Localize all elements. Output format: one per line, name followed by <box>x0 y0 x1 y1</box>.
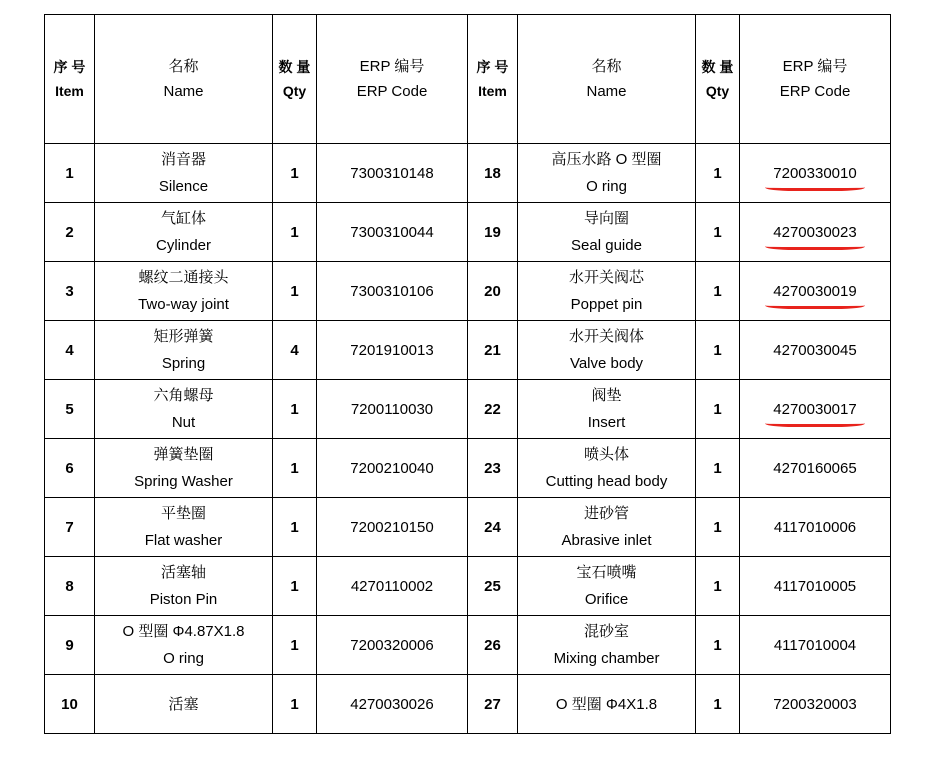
table-row <box>45 262 891 321</box>
cell-qty: 1 <box>696 144 740 203</box>
erp-code-text: 7300310106 <box>350 282 434 300</box>
header-item-left <box>45 15 95 144</box>
cell-name-en: Flat washer <box>144 532 223 549</box>
parts-table <box>44 14 891 734</box>
cell-item: 22 <box>468 380 518 439</box>
cell-erp-code <box>740 144 891 203</box>
cell-qty: 1 <box>696 675 740 734</box>
cell-name-en: Cutting head body <box>545 473 668 490</box>
erp-code-text: 7300310148 <box>350 164 434 182</box>
header-item-right <box>468 15 518 144</box>
cell-item: 1 <box>45 144 95 203</box>
header-qty-right <box>696 15 740 144</box>
header-erp-left-en: ERP Code <box>356 83 428 100</box>
cell-name-en: Silence <box>158 178 209 195</box>
cell-name-en: O ring <box>163 650 204 667</box>
cell-name-zh: 气缸体 <box>160 210 206 227</box>
header-erp-right-zh: ERP 编号 <box>782 58 848 75</box>
erp-code-text: 4270160065 <box>773 459 857 477</box>
cell-name-en: Cylinder <box>155 237 212 254</box>
cell-qty: 1 <box>273 498 317 557</box>
cell-item: 7 <box>45 498 95 557</box>
cell-erp-code <box>317 616 468 675</box>
cell-erp-code <box>740 616 891 675</box>
cell-name <box>95 144 273 203</box>
cell-name-zh: 阀垫 <box>591 387 622 404</box>
cell-name-zh: O 型圈 Φ4X1.8 <box>555 695 658 713</box>
erp-code-text: 4270030019 <box>773 282 857 300</box>
cell-erp-code <box>317 144 468 203</box>
cell-name-en: Nut <box>171 414 196 431</box>
cell-name-en: Piston Pin <box>149 591 218 608</box>
cell-qty: 1 <box>696 380 740 439</box>
cell-erp-code <box>317 262 468 321</box>
header-row <box>45 15 891 144</box>
cell-erp-code <box>317 380 468 439</box>
cell-name <box>95 321 273 380</box>
cell-name <box>518 144 696 203</box>
cell-name-zh: 弹簧垫圈 <box>153 446 214 463</box>
erp-code-text: 7200210150 <box>350 518 434 536</box>
cell-qty: 1 <box>273 675 317 734</box>
cell-name-zh: 活塞 <box>168 695 199 713</box>
cell-item: 24 <box>468 498 518 557</box>
cell-name-zh: 消音器 <box>160 151 206 168</box>
cell-name-zh: 高压水路 O 型圈 <box>551 151 662 168</box>
erp-code-text: 4270110002 <box>350 577 434 595</box>
cell-erp-code <box>317 675 468 734</box>
cell-name <box>95 498 273 557</box>
cell-name <box>518 380 696 439</box>
cell-qty: 1 <box>696 498 740 557</box>
cell-item: 8 <box>45 557 95 616</box>
header-name-left <box>95 15 273 144</box>
cell-item: 4 <box>45 321 95 380</box>
cell-name-zh: 活塞轴 <box>160 564 206 581</box>
cell-name <box>518 557 696 616</box>
cell-name-zh: 螺纹二通接头 <box>138 269 229 286</box>
cell-item: 2 <box>45 203 95 262</box>
table-row <box>45 616 891 675</box>
cell-item: 18 <box>468 144 518 203</box>
cell-name <box>518 262 696 321</box>
cell-item: 19 <box>468 203 518 262</box>
cell-name-en: Spring Washer <box>134 473 233 490</box>
erp-code-text: 7200320006 <box>350 636 434 654</box>
header-item-right-zh: 序 号 <box>476 59 509 75</box>
cell-name-zh: 水开关阀体 <box>568 328 644 345</box>
header-qty-right-zh: 数 量 <box>701 59 734 75</box>
header-erp-right-en: ERP Code <box>779 83 851 100</box>
cell-item: 10 <box>45 675 95 734</box>
header-name-right <box>518 15 696 144</box>
header-item-left-zh: 序 号 <box>53 59 86 75</box>
cell-name <box>518 439 696 498</box>
header-name-left-en: Name <box>163 83 204 100</box>
cell-name-en: Two-way joint <box>138 296 229 313</box>
cell-erp-code <box>740 557 891 616</box>
table-row <box>45 498 891 557</box>
table-row <box>45 144 891 203</box>
cell-name-en: Abrasive inlet <box>561 532 652 549</box>
cell-qty: 1 <box>696 439 740 498</box>
cell-item: 26 <box>468 616 518 675</box>
table-row <box>45 321 891 380</box>
header-erp-right <box>740 15 891 144</box>
header-qty-left <box>273 15 317 144</box>
erp-code-text: 4117010006 <box>773 518 857 536</box>
cell-name <box>95 380 273 439</box>
cell-item: 20 <box>468 262 518 321</box>
cell-name <box>518 203 696 262</box>
erp-code-text: 7200330010 <box>773 164 857 182</box>
header-qty-right-en: Qty <box>705 83 730 99</box>
cell-name <box>518 675 696 734</box>
cell-name <box>95 675 273 734</box>
cell-name <box>95 203 273 262</box>
cell-item: 3 <box>45 262 95 321</box>
cell-item: 23 <box>468 439 518 498</box>
cell-name <box>518 616 696 675</box>
cell-name-en: Insert <box>587 414 626 431</box>
cell-name-zh: 六角螺母 <box>153 387 214 404</box>
cell-name-zh: 喷头体 <box>583 446 629 463</box>
erp-code-text: 7200320003 <box>773 695 857 713</box>
cell-name-en: Poppet pin <box>570 296 643 313</box>
cell-name-zh: 混砂室 <box>583 623 629 640</box>
header-item-left-en: Item <box>55 83 84 99</box>
table-header <box>45 15 891 144</box>
header-qty-left-en: Qty <box>282 83 307 99</box>
erp-code-text: 4270030026 <box>350 695 434 713</box>
cell-name-en: Valve body <box>569 355 644 372</box>
table-row <box>45 557 891 616</box>
header-name-left-zh: 名称 <box>168 58 199 75</box>
cell-name <box>95 557 273 616</box>
cell-name-zh: 宝石喷嘴 <box>576 564 637 581</box>
cell-erp-code <box>317 498 468 557</box>
header-name-right-en: Name <box>586 83 627 100</box>
cell-erp-code <box>317 321 468 380</box>
cell-qty: 1 <box>696 203 740 262</box>
cell-erp-code <box>740 380 891 439</box>
erp-code-text: 4270030045 <box>773 341 857 359</box>
table-row <box>45 203 891 262</box>
cell-qty: 1 <box>273 557 317 616</box>
erp-code-text: 7200210040 <box>350 459 434 477</box>
cell-erp-code <box>317 439 468 498</box>
cell-qty: 1 <box>273 439 317 498</box>
erp-code-text: 4270030017 <box>773 400 857 418</box>
erp-code-text: 7200110030 <box>350 400 434 418</box>
cell-name-zh: O 型圈 Φ4.87X1.8 <box>122 623 245 640</box>
cell-erp-code <box>740 203 891 262</box>
header-erp-left-zh: ERP 编号 <box>359 58 425 75</box>
cell-name <box>518 498 696 557</box>
cell-erp-code <box>740 439 891 498</box>
erp-code-text: 7201910013 <box>350 341 434 359</box>
cell-name <box>95 262 273 321</box>
cell-name-zh: 水开关阀芯 <box>568 269 644 286</box>
cell-erp-code <box>317 203 468 262</box>
cell-name-zh: 矩形弹簧 <box>153 328 214 345</box>
cell-name-en: Orifice <box>584 591 629 608</box>
header-item-right-en: Item <box>478 83 507 99</box>
cell-name-zh: 进砂管 <box>583 505 629 522</box>
header-qty-left-zh: 数 量 <box>278 59 311 75</box>
erp-code-text: 4270030023 <box>773 223 857 241</box>
cell-item: 21 <box>468 321 518 380</box>
cell-name <box>518 321 696 380</box>
erp-code-text: 4117010005 <box>773 577 857 595</box>
cell-erp-code <box>740 498 891 557</box>
cell-qty: 1 <box>696 321 740 380</box>
cell-qty: 1 <box>273 262 317 321</box>
table-row <box>45 675 891 734</box>
cell-qty: 1 <box>696 262 740 321</box>
cell-erp-code <box>740 262 891 321</box>
cell-item: 25 <box>468 557 518 616</box>
cell-qty: 4 <box>273 321 317 380</box>
table-row <box>45 439 891 498</box>
table-row <box>45 380 891 439</box>
header-name-right-zh: 名称 <box>591 58 622 75</box>
cell-name <box>95 439 273 498</box>
cell-item: 9 <box>45 616 95 675</box>
cell-qty: 1 <box>273 380 317 439</box>
cell-qty: 1 <box>273 144 317 203</box>
cell-name-en: Seal guide <box>571 237 642 254</box>
table-body <box>45 144 891 734</box>
cell-name-zh: 导向圈 <box>583 210 629 227</box>
cell-item: 27 <box>468 675 518 734</box>
cell-item: 6 <box>45 439 95 498</box>
cell-item: 5 <box>45 380 95 439</box>
cell-qty: 1 <box>273 203 317 262</box>
cell-name-en: Spring <box>161 355 206 372</box>
header-erp-left <box>317 15 468 144</box>
cell-qty: 1 <box>696 616 740 675</box>
cell-qty: 1 <box>696 557 740 616</box>
cell-erp-code <box>317 557 468 616</box>
cell-erp-code <box>740 675 891 734</box>
cell-erp-code <box>740 321 891 380</box>
cell-name-en: Mixing chamber <box>553 650 660 667</box>
cell-name-en: O ring <box>586 178 627 195</box>
erp-code-text: 4117010004 <box>773 636 857 654</box>
cell-name-zh: 平垫圈 <box>160 505 206 522</box>
cell-name <box>95 616 273 675</box>
cell-qty: 1 <box>273 616 317 675</box>
erp-code-text: 7300310044 <box>350 223 434 241</box>
